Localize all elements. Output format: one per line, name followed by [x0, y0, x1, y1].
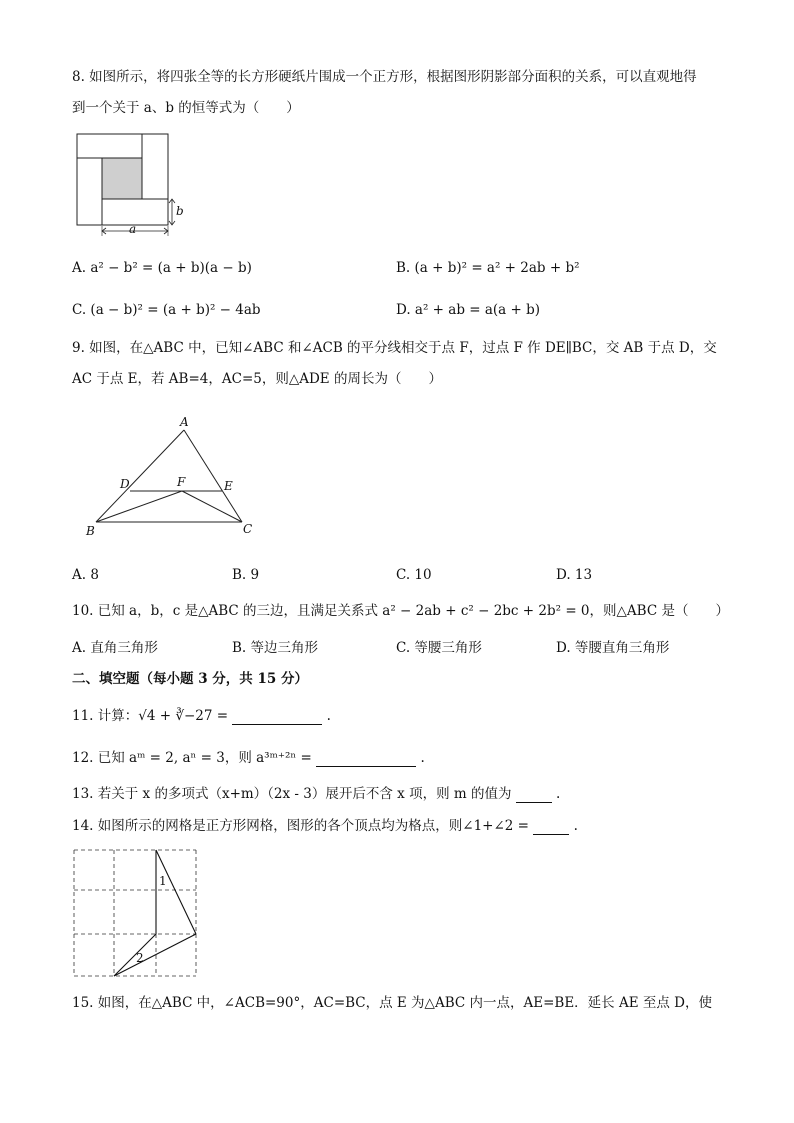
q13-text: 13. 若关于 x 的多项式（x+m）（2x - 3）展开后不含 x 项，则 m 的值为 [72, 786, 512, 802]
section-title: 二、填空题（每小题 3 分，共 15 分） [72, 671, 308, 687]
q13-answer-blank[interactable] [516, 788, 552, 803]
q14-answer-blank[interactable] [533, 820, 569, 835]
q12-answer-blank[interactable] [316, 752, 416, 767]
q9-stem-line1: 9. 如图，在△ABC 中，已知∠ABC 和∠ACB 的平分线相交于点 F，过点 F 作 DE∥BC，交 AB 于点 D，交 [72, 340, 717, 356]
q9-option-a[interactable]: A. 8 [72, 567, 99, 583]
q11 [72, 707, 331, 725]
edge-top-right [156, 850, 196, 934]
q14-grid-figure [72, 848, 202, 980]
angle-2-label: 2 [136, 951, 144, 965]
shaded-square [102, 158, 142, 199]
q14 [72, 817, 578, 835]
point-e: E [224, 479, 233, 493]
q12-text: 12. 已知 aᵐ = 2, aⁿ = 3，则 a³ᵐ⁺²ⁿ = [72, 750, 312, 766]
q8-option-b[interactable]: B. (a + b)² = a² + 2ab + b² [396, 260, 580, 276]
bisector-bf [96, 491, 182, 522]
vertex-c: C [243, 522, 253, 536]
q8-stem-line2: 到一个关于 a、b 的恒等式为（ ） [72, 100, 300, 116]
q8-stem-line1: 8. 如图所示，将四张全等的长方形硬纸片围成一个正方形，根据图形阴影部分面积的关系，可以直观地得 [72, 69, 697, 85]
vertex-b: B [86, 524, 95, 538]
q14-period: . [573, 818, 578, 834]
q13 [72, 785, 560, 803]
angle-1-label: 1 [159, 874, 167, 888]
label-b: b [176, 204, 184, 218]
q10-option-c[interactable]: C. 等腰三角形 [396, 640, 482, 656]
q12 [72, 749, 425, 767]
q11-answer-blank[interactable] [232, 710, 322, 725]
q14-text: 14. 如图所示的网格是正方形网格，图形的各个顶点均为格点，则∠1+∠2 = [72, 818, 529, 834]
rect-top [77, 134, 142, 158]
q8-option-a[interactable]: A. a² − b² = (a + b)(a − b) [72, 260, 252, 276]
edge-bottom-left [114, 934, 156, 976]
q10-stem: 10. 已知 a，b，c 是△ABC 的三边，且满足关系式 a² − 2ab + c² − 2bc + 2b² = 0，则△ABC 是（ ） [72, 603, 729, 619]
bisector-cf [182, 491, 242, 522]
q12-period: . [420, 750, 425, 766]
point-d: D [120, 477, 130, 491]
rect-left [77, 158, 102, 225]
q9-stem-line2: AC 于点 E，若 AB=4，AC=5，则△ADE 的周长为（ ） [72, 371, 442, 387]
q15-stem: 15. 如图，在△ABC 中，∠ACB=90°，AC=BC，点 E 为△ABC 内一点，AE=BE．延长 AE 至点 D，使 [72, 995, 712, 1011]
side-ab [96, 430, 184, 522]
q13-period: . [556, 786, 561, 802]
q11-period: . [326, 708, 331, 724]
q9-option-d[interactable]: D. 13 [556, 567, 593, 583]
point-f: F [177, 475, 186, 489]
q8-option-d[interactable]: D. a² + ab = a(a + b) [396, 302, 541, 318]
q9-triangle-figure [80, 412, 270, 542]
rect-right [142, 134, 168, 199]
side-ac [184, 430, 242, 522]
q11-text: 11. 计算：√4 + ∛−27 = [72, 708, 229, 724]
vertex-a: A [180, 415, 189, 429]
edge-bottom-right [114, 934, 196, 976]
label-a: a [129, 222, 137, 236]
q9-option-b[interactable]: B. 9 [232, 567, 260, 583]
q10-option-d[interactable]: D. 等腰直角三角形 [556, 640, 670, 656]
q8-square-figure [76, 132, 196, 242]
q8-option-c[interactable]: C. (a − b)² = (a + b)² − 4ab [72, 302, 261, 318]
q10-option-b[interactable]: B. 等边三角形 [232, 640, 319, 656]
q9-option-c[interactable]: C. 10 [396, 567, 432, 583]
q10-option-a[interactable]: A. 直角三角形 [72, 640, 158, 656]
